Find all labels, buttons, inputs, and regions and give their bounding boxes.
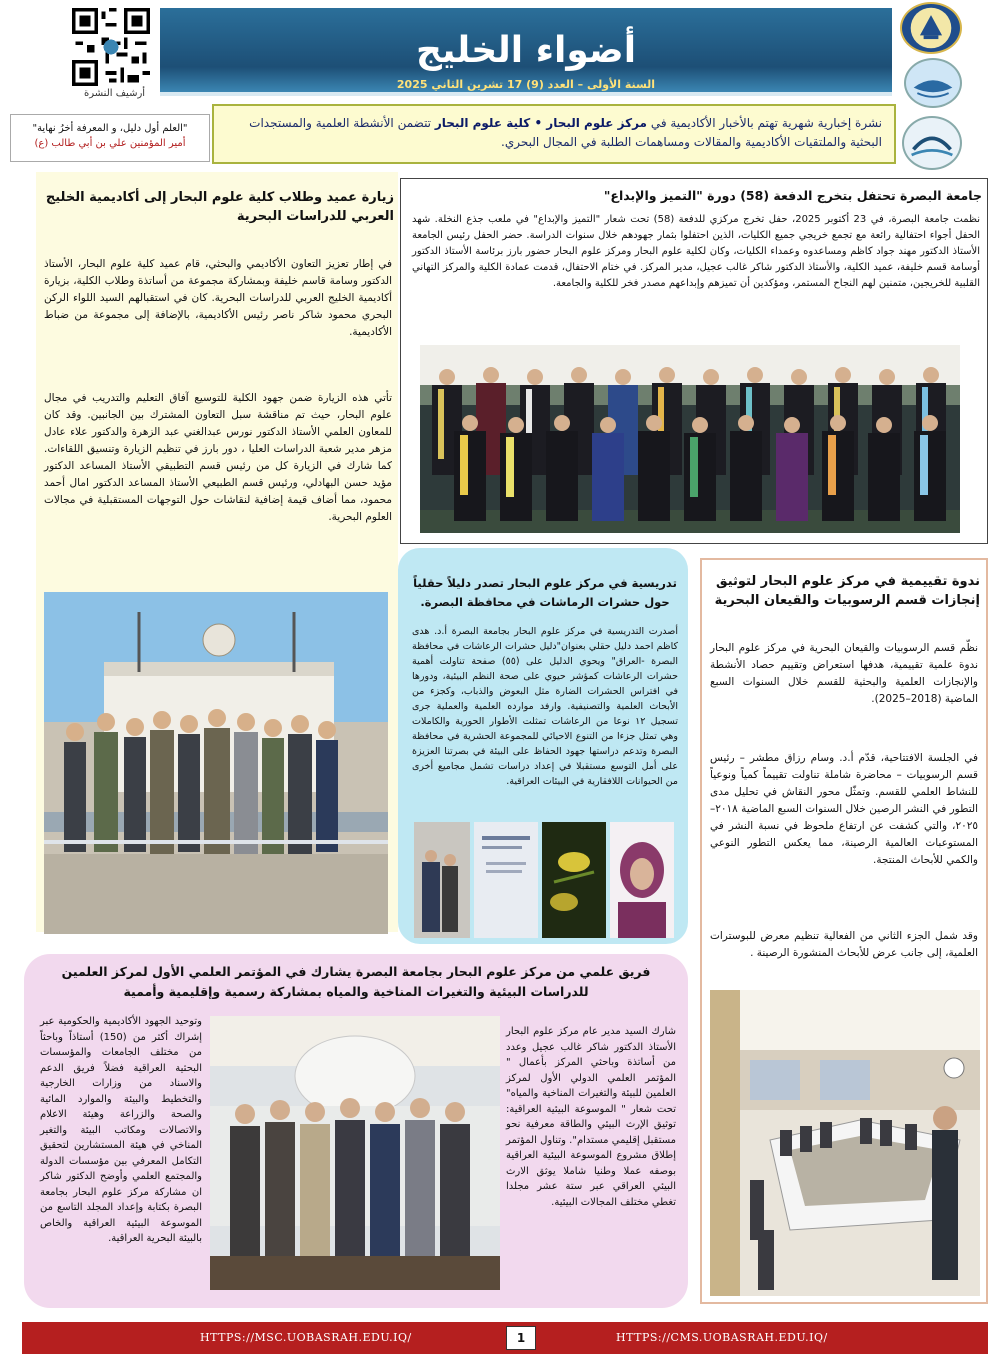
visit-group-photo [44, 592, 388, 934]
page-number: 1 [506, 1326, 536, 1350]
qr-caption: أرشيف النشرة [84, 88, 146, 99]
insects-article-title: تدريسية في مركز علوم البحار تصدر دليلاً حقلياً حول حشرات الرماشات في محافظة البصرة. [413, 576, 677, 609]
university-logo [900, 2, 962, 54]
visit-article-title: زيارة عميد وطلاب كلية علوم البحار إلى أكاديمية الخليج العربي للدراسات البحرية [45, 190, 394, 224]
quote-text: "العلم أول دليل، و المعرفة أخرُ نهاية" [32, 123, 188, 134]
graduation-article-paragraph: نظمت جامعة البصرة، في 23 أكتوبر 2025، حفل تخرج مركزي للدفعة (58) تحت شعار "التميز والإبداع" في ملعب جذع النخلة. شهد الحفل أجواء احتفالية رائعة مع تجمع خريجي جميع الكليات، الذين احتفلوا بثمار جهودهم خلال سنوات الدراسة. حضر الحفل رئيس الجامعة الأستاذ الدكتور مهند جواد كاظم ومساعدوه وعمداء الكليات، وكان لكلية علوم البحار ومركز علوم البحار حضور بارز برئاسة الأستاذ الدكتور أوسامة قسم خليفة، عميد الكلية، والأستاذ الدكتور شاكر غالب عجيل، مدير المركز. في ختام الاحتفال، قدمت عمادة الكلية والمركز التهاني القلبية للخريجين، متمنين لهم النجاح المستمر، ومؤكدين أن تميزهم وإبداعهم مصدر فخر للكلية والجامعة. [412, 214, 980, 289]
seminar-article-title: ندوة تقييمية في مركز علوم البحار لتوثيق إنجازات قسم الرسوبيات والقيعان البحرية [714, 574, 980, 608]
conference-title-line-2: للدراسات البيئية والتغيرات المناخية والمياه بمشاركة رسمية وإقليمية وأممية [123, 984, 589, 999]
newsletter-title: أضواء الخليج [415, 30, 637, 71]
quote-box [10, 114, 210, 162]
masthead [160, 8, 892, 96]
seminar-article-paragraph-2: في الجلسة الافتتاحية، قدّم أ.د. وسام رزاق مطشر – رئيس قسم الرسوبيات – محاضرة شاملة تناولت تقييماً كمياً ونوعياً للنشاط العلمي للقسم. وتمثّل محور النقاش في تحليل مدى التطور في النشر الرصين خلال السنوات السبع الماضية ٢٠١٨–٢٠٢٥، والتي كشفت عن ارتفاع ملحوظ في نسبة النشر في المستوعبات العالمية الرصينة، مما يعكس التطور النوعي والكمي للأبحاث المنتجة. [710, 752, 978, 866]
insects-photo-strip [414, 822, 674, 938]
visit-article-paragraph-2: تأتي هذه الزيارة ضمن جهود الكلية للتوسيع آفاق التعليم والتدريب في مجال علوم البحار، حيث تم مناقشة سبل التعاون المشترك بين الجانبين. وقد كان للمعاون العلمي الأستاذ الدكتور نورس عبدالغني عبد الزهرة والدكتور علاء عادل مزهر مدير شعبة الدراسات العليا ، دور بارز في تنظيم الزيارة وتنسيق اللقاءات. كما شارك في الزيارة كل من رئيس قسم التطبيقي الأستاذ المساعد الدكتور مؤيد حسن البهادلي، ورئيس قسم الطبيعي الأستاذ المساعد الدكتور امال أحمد محمود، مما أضاف قيمة إضافية لنقاشات حول التوجهات المستقبلية في مجالات العلوم البحرية. [44, 392, 392, 523]
conference-title-line-1: فريق علمي من مركز علوم البحار بجامعة البصرة يشارك في المؤتمر العلمي الأول لمركز العلمين [61, 964, 651, 979]
marine-center-logo [904, 58, 962, 108]
seminar-article-paragraph-3: وقد شمل الجزء الثاني من الفعالية تنظيم معرض للبوسترات العلمية، إلى جانب عرض للأبحاث المنشورة الرصينة . [710, 930, 978, 959]
conference-article-column-right: شارك السيد مدير عام مركز علوم البحار الأستاذ الدكتور شاكر غالب عجيل وعدد من أساتذة وباحثي المركز بأعمال " المؤتمر العلمي الدولي الأول لمركز العلمين للبيئة والتغيرات المناخية والمياه" تحت شعار " الموسوعة البيئية العراقية: توثيق الإرث البيئي والطاقة معرفية نحو مستقبل إقليمي مستدام". وتناول المؤتمر إطلاق مشروع الموسوعة البيئية العراقية بوصفه عملا وطنيا شاملا يوثق الارث البيئي العراقي عبر ستة عشر مجلدا تغطي مختلف المجالات البيئية. [506, 1026, 676, 1208]
footer-link-msc[interactable]: HTTPS://MSC.UOBASRAH.EDU.IQ/ [200, 1331, 412, 1344]
footer-bar [22, 1322, 988, 1354]
college-logo [902, 116, 962, 170]
quote-author: أمير المؤمنين علي بن أبي طالب (ع) [34, 138, 186, 149]
intro-text-post: تتضمن الأنشطة العلمية والمستجدات البحثية والملتقيات الأكاديمية والمقالات ومساهمات الطلبة في المجال البحري. [249, 116, 882, 149]
intro-text-pre: نشرة إخبارية شهرية تهتم بالأخبار الأكاديمية في [650, 116, 882, 130]
qr-code[interactable] [72, 8, 150, 86]
seminar-article-paragraph-1: نظّم قسم الرسوبيات والقيعان البحرية في مركز علوم البحار ندوة علمية تقييمية، هدفها استعراض وتقييم حصاد الأنشطة والإنجازات العلمية والبحثية للقسم خلال السنوات السبع الماضية (2018–2025). [710, 642, 978, 705]
intro-box [212, 104, 896, 164]
conference-article-title [40, 962, 672, 1002]
intro-text-bold: مركز علوم البحار • كلية علوم البحار [434, 116, 647, 130]
issue-info: السنة الأولى – العدد (9) 17 تشرين الثاني 2025 [396, 78, 656, 91]
insects-article-paragraph: أصدرت التدريسية في مركز علوم البحار بجامعة البصرة أ.د. هدى كاظم احمد دليل حقلي بعنوان"دليل حشرات الرعاشات في محافظة البصرة -العراق" ويحوي الدليل على (٥٥) صفحة تناولت أهمية حشرات الرعاشات كمؤشر حيوي على صحة النظم البيئية، ودورها في افتراس الحشرات الضارة مثل البعوض والذباب، وكجزء من الأبحاث العلمية والتصنيفية. وارفد موارده العلمية والعملية جرى تسجيل ١٢ نوعا من الرعاشات تمثلت الأطوار الحورية والكاملات وهي تمثل جزءا من التنوع الاحيائي للمجموعة الحشرية في محافظة البصرة وتدعم دراستها جهود الحفاظ على البيئة في بصرتنا العزيزة على أمل التوسع مستقبلا في إعداد دراسات تشمل مجاميع أخرى من الحيوانات اللافقارية في البيئات العراقية. [412, 626, 678, 787]
visit-article-paragraph-1: في إطار تعزيز التعاون الأكاديمي والبحثي، قام عميد كلية علوم البحار، الأستاذ الدكتور وسامة قاسم خليفة وبمشاركة مجموعة من أساتذة وطلاب الكلية، بزيارة أكاديمية الخليج العربي للدراسات البحرية. كان في استقبالهم السيد اللواء الركن البحري محمود شاكر ناصر رئيس الأكاديمية، بالإضافة إلى مجموعة من ضباط الأكاديمية. [44, 258, 392, 338]
graduation-article-title: جامعة البصرة تحتفل بتخرج الدفعة (58) دورة "التميز والإبداع" [603, 188, 982, 203]
seminar-hall-photo [710, 990, 980, 1296]
footer-link-cms[interactable]: HTTPS://CMS.UOBASRAH.EDU.IQ/ [616, 1331, 828, 1344]
conference-group-photo [210, 1016, 500, 1290]
graduation-group-photo [420, 345, 960, 533]
conference-article-column-left: وتوحيد الجهود الأكاديمية والحكومية عبر إشراك أكثر من (150) أستاذاً وباحثاً من مختلف الجامعات والمؤسسات البحثية العراقية فضلاً فريق الدعم والاسناد من وزارات الخارجية والتخطيط والبيئة والموارد المائية والصحة والزراعة وهيئة الاعلام والاتصالات ومكاتب البيئة والتغير المناخي في هيئة المستشارين لتحقيق التكامل المعرفي بين مؤسسات الدولة والمجتمع العلمي وأوضح الدكتور شاكر ان مشاركة مركز علوم البحار بجامعة البصرة بكتابة وإعداد المجلد التاسع من الموسوعة البيئية العراقية والخاص بالبيئة البحرية العراقية. [40, 1016, 202, 1244]
